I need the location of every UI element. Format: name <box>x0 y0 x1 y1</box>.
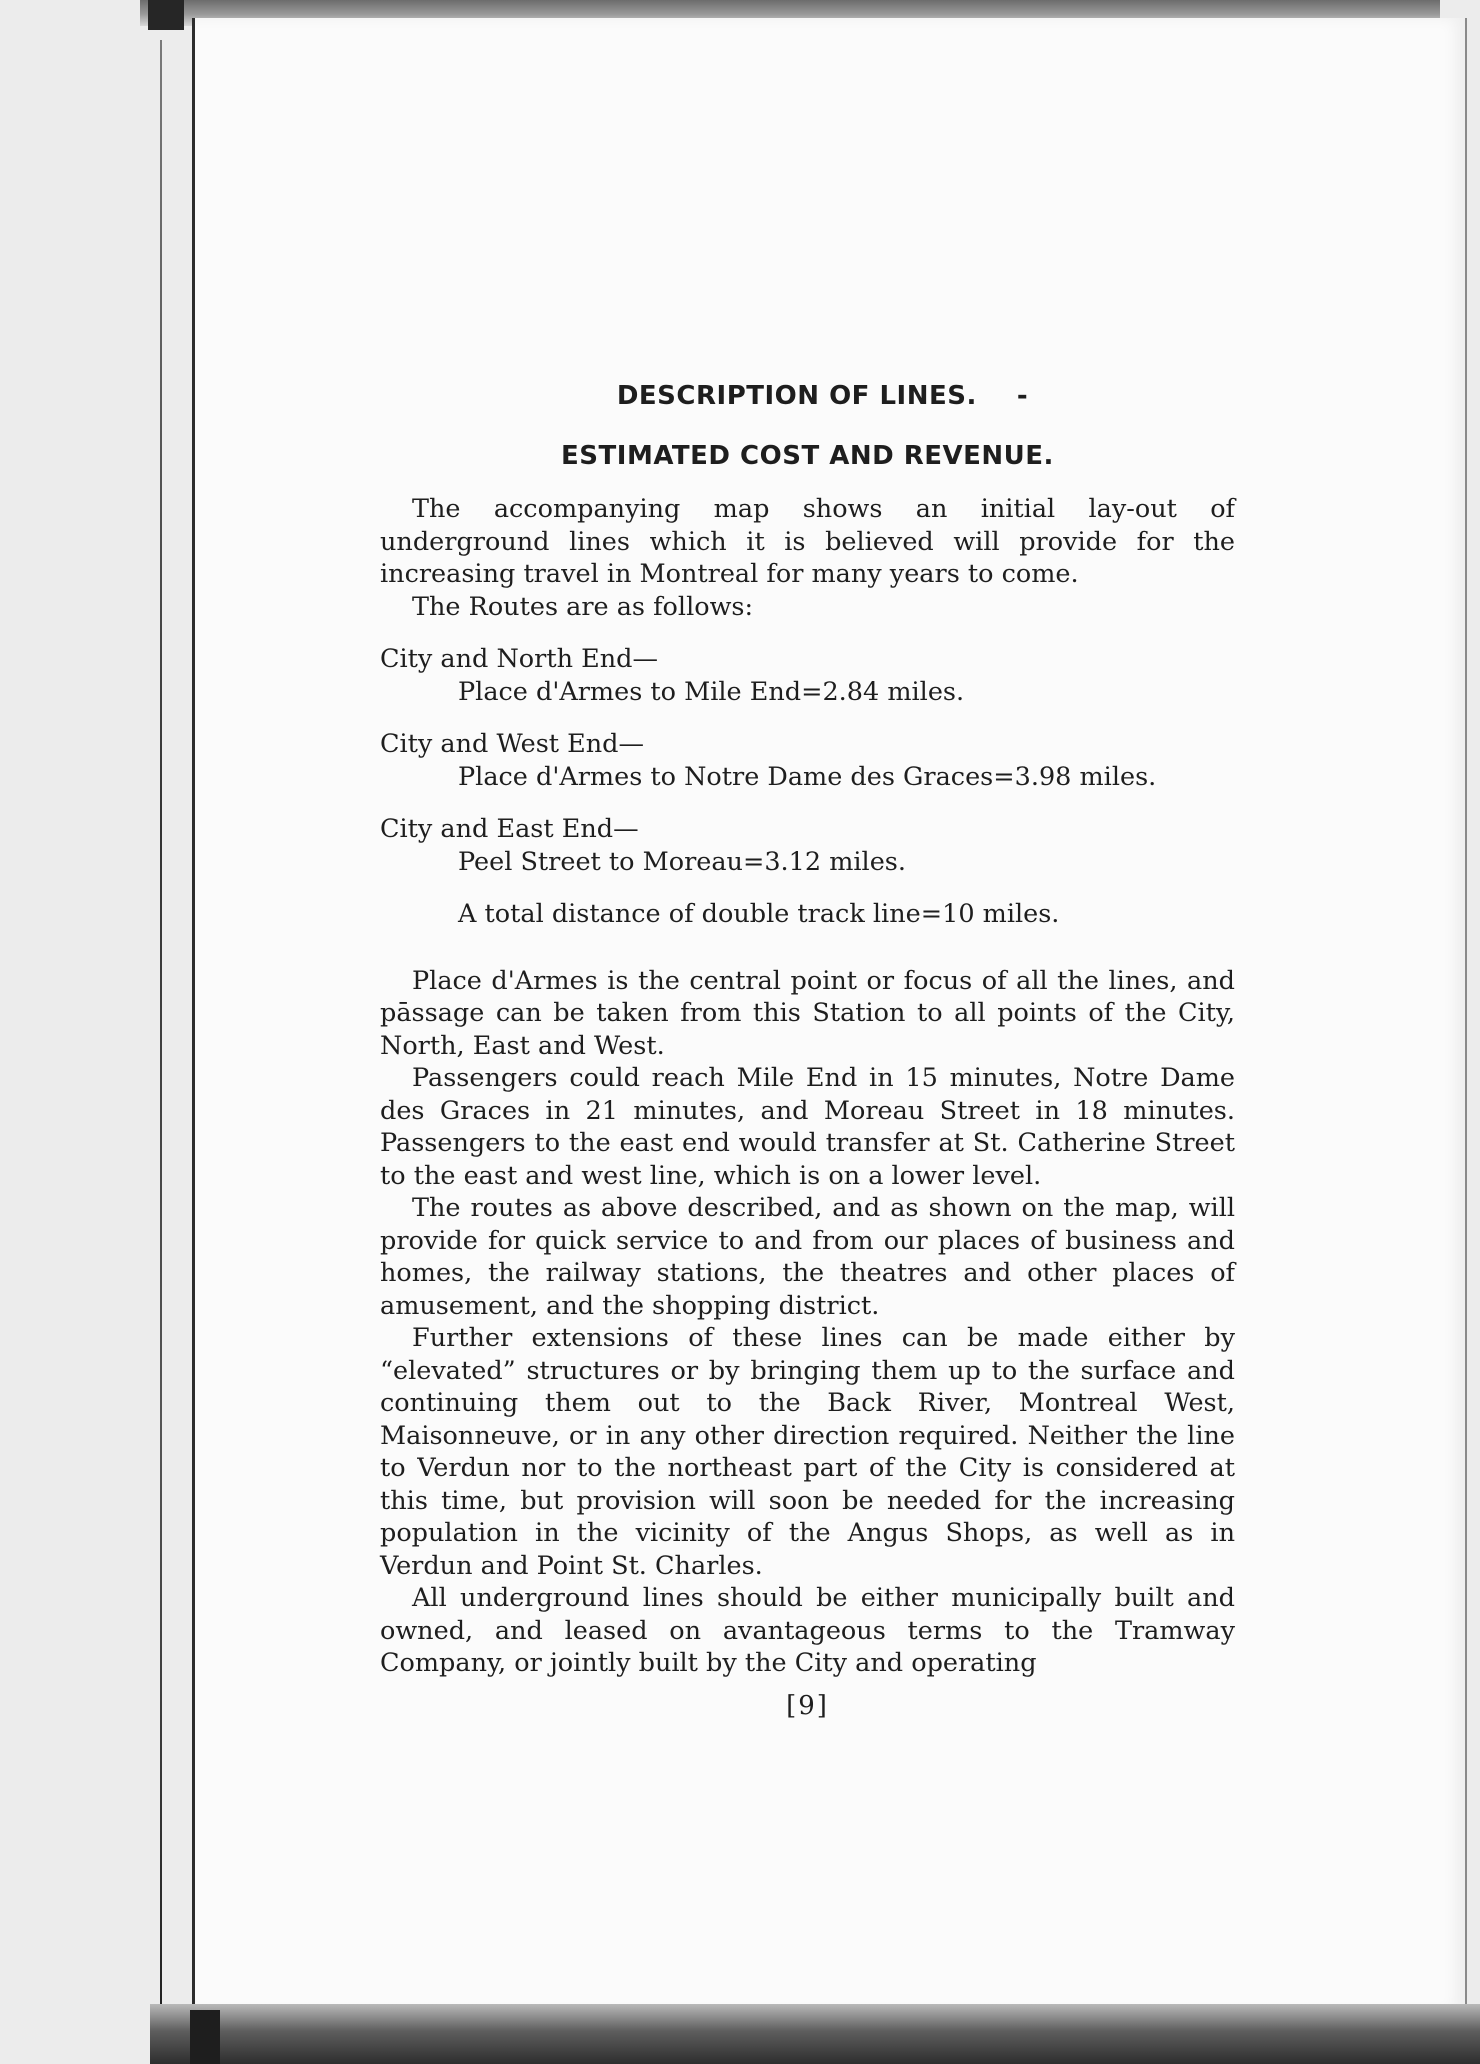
book-spine-shadow-top <box>148 0 184 30</box>
body-paragraph: Place d'Armes is the central point or focus of all the lines, and pāssage can be taken from this Station to all points of the City, North, East and West. <box>380 965 1235 1061</box>
routes-intro: The Routes are as follows: <box>412 591 754 622</box>
book-spine-shadow-bottom <box>190 2010 220 2064</box>
route-item <box>380 643 1235 708</box>
body-paragraph: Further extensions of these lines can be made either by “elevated” structures or by bringing them up to the surface and continuing them out to the Back River, Montreal West, Maisonneuve, or in any other direction required. Neither the line to Verdun nor to the northeast part of the City is considered at this time, but provision will soon be needed for the increasing population in the vicinity of the Angus Shops, as well as in Verdun and Point St. Charles. <box>380 1323 1235 1581</box>
body-paragraph: All underground lines should be either municipally built and owned, and leased on avantageous terms to the Tramway Company, or jointly built by the City and operating <box>380 1583 1235 1678</box>
route-name: City and West End— <box>380 729 645 759</box>
body-paragraph: Passengers could reach Mile End in 15 minutes, Notre Dame des Graces in 21 minutes, and Moreau Street in 18 minutes. Passengers to the east end would transfer at St. Catherine Street to the east and west line, which is on a lower level. <box>380 1063 1235 1191</box>
route-detail: Place d'Armes to Mile End=2.84 miles. <box>458 676 965 707</box>
body-paragraph: The routes as above described, and as shown on the map, will provide for quick service to and from our places of business and homes, the railway stations, the theatres and other places of amusement, and the shopping district. <box>380 1193 1235 1321</box>
route-detail: Peel Street to Moreau=3.12 miles. <box>458 846 906 877</box>
route-item <box>380 813 1235 878</box>
book-gutter <box>160 40 162 2010</box>
heading-mark: - <box>1016 381 1029 411</box>
section-subheading: ESTIMATED COST AND REVENUE. <box>561 440 1054 471</box>
intro-paragraph: The accompanying map shows an initial lay-out of underground lines which it is believed will provide for the increasing travel in Montreal for many years to come. <box>380 494 1235 589</box>
route-item <box>380 728 1235 793</box>
page-number: [9] <box>786 1690 829 1721</box>
section-heading-text: DESCRIPTION OF LINES. <box>616 381 977 411</box>
route-list <box>380 643 1235 878</box>
total-distance: A total distance of double track line=10 miles. <box>458 899 1060 929</box>
section-heading <box>410 380 1235 413</box>
route-name: City and East End— <box>380 814 639 844</box>
page-content <box>380 380 1235 1722</box>
route-name: City and North End— <box>380 644 658 674</box>
route-detail: Place d'Armes to Notre Dame des Graces=3.98 miles. <box>458 761 1157 792</box>
book-bottom-edge <box>150 2004 1480 2064</box>
